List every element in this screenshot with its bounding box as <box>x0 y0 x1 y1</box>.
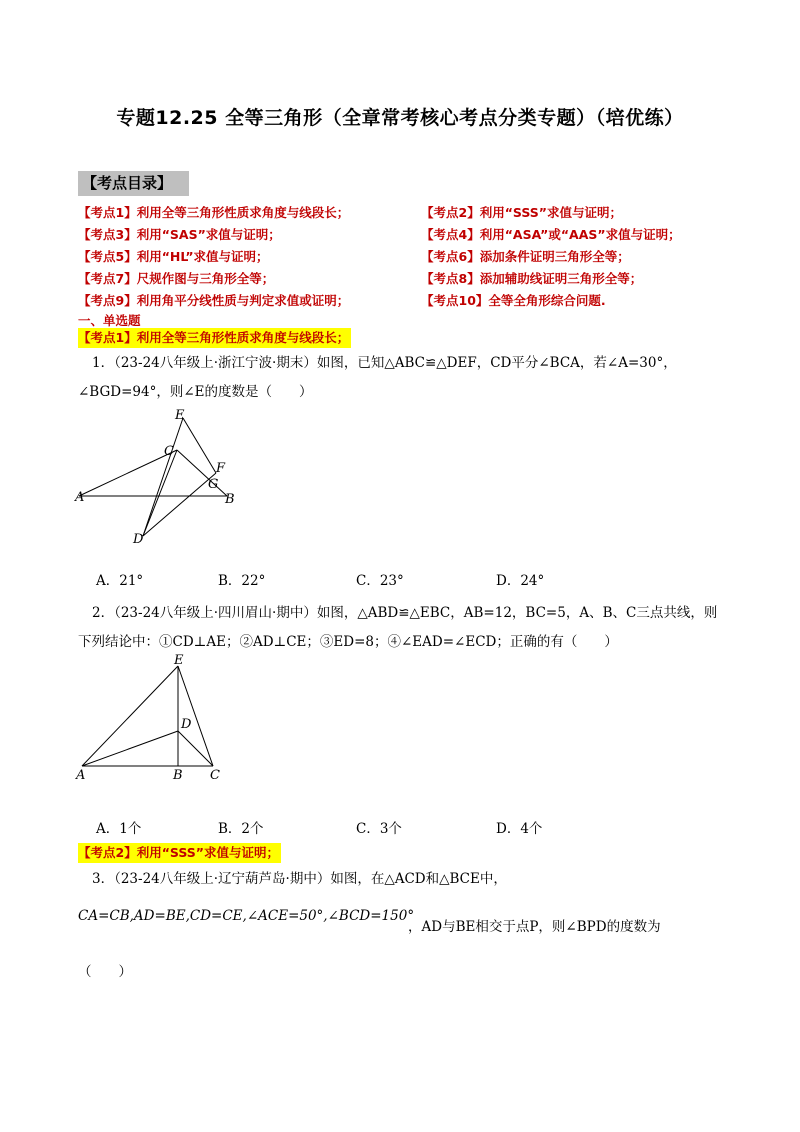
toc-item-2: 【考点2】利用“SSS”求值与证明； <box>421 205 623 220</box>
toc-item-5: 【考点5】利用“HL”求值与证明； <box>78 249 269 264</box>
q1-option-c: C．23° <box>356 573 404 589</box>
toc-item-1: 【考点1】利用全等三角形性质求角度与线段长； <box>78 205 350 220</box>
point-d-label: D <box>133 532 144 547</box>
segment-ec <box>178 666 213 766</box>
point-a-label: A <box>75 490 85 505</box>
q2-option-a: A．1个 <box>96 821 142 837</box>
segment-ae <box>82 666 178 766</box>
page-title: 专题12.25 全等三角形（全章常考核心考点分类专题）（培优练） <box>116 107 684 129</box>
point-f-label: F <box>216 461 226 476</box>
q1-figure <box>70 400 250 548</box>
q3-line2-tail: ，AD与BE相交于点P，则∠BPD的度数为 <box>408 919 661 935</box>
point-b-label: B <box>173 768 183 782</box>
segment-ef <box>183 418 216 473</box>
segment-ad <box>82 731 178 766</box>
toc-item-3: 【考点3】利用“SAS”求值与证明； <box>78 227 281 242</box>
segment-cd <box>143 450 177 536</box>
q1-line2: ∠BGD=94°，则∠E的度数是（ ） <box>78 384 313 400</box>
toc-item-7: 【考点7】尺规作图与三角形全等； <box>78 271 275 286</box>
point-a-label: A <box>76 768 86 782</box>
section-heading: 一、单选题 <box>78 313 141 328</box>
topic-2-label: 【考点2】利用“SSS”求值与证明； <box>78 843 281 863</box>
q2-figure <box>70 648 230 782</box>
toc-item-9: 【考点9】利用角平分线性质与判定求值或证明； <box>78 293 350 308</box>
q3-line1: 3．（23-24八年级上·辽宁葫芦岛·期中）如图，在△ACD和△BCE中， <box>92 871 507 887</box>
point-e-label: E <box>174 653 184 668</box>
toc-item-10: 【考点10】全等全角形综合问题. <box>421 293 606 308</box>
point-d-label: D <box>181 717 192 732</box>
q1-line1: 1．（23-24八年级上·浙江宁波·期末）如图，已知△ABC≌△DEF，CD平分∠BCA，若∠A=30°， <box>92 355 677 371</box>
q2-option-d: D．4个 <box>496 821 543 837</box>
q2-option-c: C．3个 <box>356 821 402 837</box>
point-c-label: C <box>210 768 220 782</box>
toc-item-4: 【考点4】利用“ASA”或“AAS”求值与证明； <box>421 227 681 242</box>
point-c-label: C <box>164 444 174 459</box>
q2-line2: 下列结论中：①CD⊥AE；②AD⊥CE；③ED=8；④∠EAD=∠ECD；正确的有（ ） <box>78 634 618 650</box>
point-g-label: G <box>208 477 219 492</box>
point-b-label: B <box>225 492 235 507</box>
segment-dc <box>178 731 213 766</box>
toc-item-6: 【考点6】添加条件证明三角形全等； <box>421 249 630 264</box>
point-e-label: E <box>175 408 185 423</box>
q3-answer-bracket: （ ） <box>78 964 132 980</box>
toc-heading: 【考点目录】 <box>78 171 189 196</box>
q3-conditions: CA=CB,AD=BE,CD=CE,∠ACE=50°,∠BCD=150° <box>78 908 415 924</box>
topic-1-label: 【考点1】利用全等三角形性质求角度与线段长； <box>78 328 351 348</box>
q1-option-d: D．24° <box>496 573 545 589</box>
q1-option-a: A．21° <box>96 573 144 589</box>
q1-option-b: B．22° <box>218 573 266 589</box>
segment-ac <box>79 450 177 496</box>
q2-line1: 2．（23-24八年级上·四川眉山·期中）如图，△ABD≌△EBC，AB=12，BC=5，A、B、C三点共线，则 <box>92 605 718 621</box>
q2-option-b: B．2个 <box>218 821 264 837</box>
toc-item-8: 【考点8】添加辅助线证明三角形全等； <box>421 271 643 286</box>
